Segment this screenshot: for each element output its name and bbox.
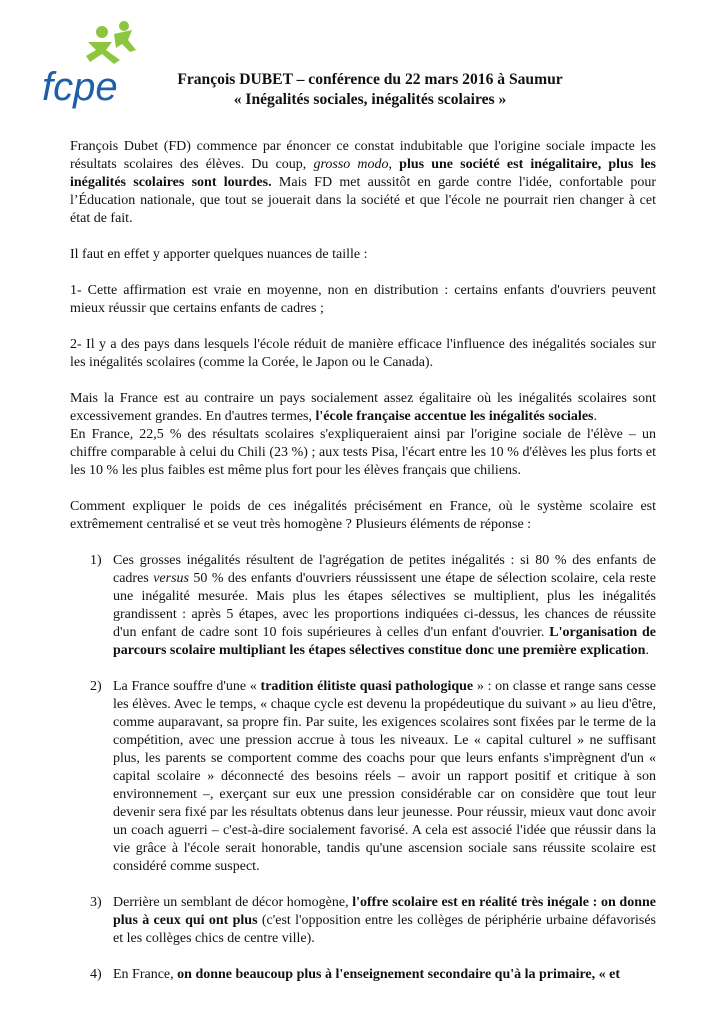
nuances-paragraph: Il faut en effet y apporter quelques nuances de taille : bbox=[70, 247, 368, 262]
intro-text-3: Mais FD met aussitôt en garde contre l'idée, confortable pour l’Éducation nationale, que tout se jouerait dans la société et que l'école ne pourrait rien changer à cet état de fait. bbox=[70, 175, 656, 226]
intro-italic: grosso modo bbox=[313, 157, 389, 172]
list-item-text: . bbox=[645, 643, 649, 658]
france-paragraph bbox=[70, 390, 656, 426]
list-item-bold: L'organisation de parcours scolaire multipliant les étapes sélectives constitue donc une première explication bbox=[113, 625, 657, 658]
list-item-text: (c'est l'opposition entre les collèges de périphérie urbaine défavorisés et les collèges chics de centre ville). bbox=[113, 913, 656, 946]
list-item bbox=[70, 552, 656, 660]
list-item-number: 2) bbox=[90, 679, 102, 694]
france-bold: l'école française accentue les inégalités sociales bbox=[315, 409, 594, 424]
fcpe-logo-graphic bbox=[40, 20, 140, 112]
list-item-text: » : on classe et range sans cesse les élèves. Avec le temps, « chaque cycle est devenu la propédeutique du suivant » au lieu d'être, comme auparavant, sa propre fin. Par suite, les exigences scolaires sont fixées par le terme de la compétition, avec une pression accrue à tous les niveaux. Le « capital culturel » ne suffisant plus, les parents se comportent comme des coachs pour que leurs enfants s'imprègnent d'un « capital scolaire » déconnecté des besoins réels – avoir un rapport positif et critique à son environnement –, exerçant sur eux une pression considérable car on considère que tout leur devenir sera fixé par les résultats obtenus dans leur jeunesse. Pour réussir, mieux vaut donc avoir un coach aguerri – c'est-à-dire socialement favorisé. A cela est associé l'idée que réussir dans la vie grâce à l'école serait honorable, tandis qu'une ascension sociale sans réussite scolaire est considéré comme suspect. bbox=[113, 679, 656, 874]
list-item-number: 3) bbox=[90, 895, 102, 910]
document-title: François DUBET – conférence du 22 mars 2016 à Saumur bbox=[177, 71, 563, 88]
list-item-number: 1) bbox=[90, 553, 102, 568]
list-item-text: Ces grosses inégalités résultent de l'agrégation de petites inégalités : si 80 % des enfants de cadres bbox=[113, 553, 656, 586]
list-item bbox=[70, 678, 656, 876]
list-item-text: Derrière un semblant de décor homogène, bbox=[113, 895, 353, 910]
logo-figure-head-1 bbox=[96, 26, 108, 38]
logo-figure-body-2 bbox=[114, 30, 136, 52]
stats-paragraph: En France, 22,5 % des résultats scolaires s'expliqueraient ainsi par l'origine sociale de l'élève – un chiffre comparable à celui du Chili (23 %) ; aux tests Pisa, l'écart entre les 10 % d'élèves les plus forts et les 10 % les plus faibles est même plus fort pour les élèves français que chiliens. bbox=[70, 427, 656, 478]
document-body bbox=[70, 138, 656, 1002]
document-subtitle: « Inégalités sociales, inégalités scolaires » bbox=[233, 91, 507, 108]
logo-figure-head-2 bbox=[119, 21, 129, 31]
list-item bbox=[70, 894, 656, 948]
france-text-2: . bbox=[593, 409, 597, 424]
explanation-list bbox=[70, 552, 656, 984]
logo-text: fcpe bbox=[42, 65, 118, 109]
list-item-number: 4) bbox=[90, 967, 102, 982]
nuance-2-paragraph: 2- Il y a des pays dans lesquels l'école réduit de manière efficace l'influence des inégalités sociales sur les inégalités scolaires (comme la Corée, le Japon ou le Canada). bbox=[70, 337, 656, 370]
list-item-bold: tradition élitiste quasi pathologique bbox=[260, 679, 474, 694]
intro-bold: plus une société est inégalitaire, plus les inégalités scolaires sont lourdes. bbox=[70, 157, 656, 190]
list-item-text: 50 % des enfants d'ouvriers réussissent une étape de sélection scolaire, cela reste une inégalité mesurée. Mais plus les étapes sélectives se multiplient, plus les inégalités grandissent : après 5 étapes, avec les proportions indiquées ci-dessus, les chances de réussite d'un enfant de cadre sont 10 fois supérieures à celles d'un enfant d'ouvrier. bbox=[113, 571, 656, 640]
intro-paragraph bbox=[70, 138, 656, 228]
nuance-1-paragraph: 1- Cette affirmation est vraie en moyenne, non en distribution : certains enfants d'ouvriers peuvent mieux réussir que certains enfants de cadres ; bbox=[70, 283, 656, 316]
list-item-bold: on donne beaucoup plus à l'enseignement secondaire qu'à la primaire, « et bbox=[177, 967, 621, 982]
intro-text-2: , bbox=[388, 157, 400, 172]
logo-figure-body-1 bbox=[86, 42, 120, 64]
list-item-text: En France, bbox=[113, 967, 178, 982]
list-item-italic: versus bbox=[153, 571, 189, 586]
france-text-1: Mais la France est au contraire un pays socialement assez égalitaire où les inégalités scolaires sont excessivement grandes. En d'autres termes, bbox=[70, 391, 656, 424]
fcpe-logo bbox=[40, 20, 140, 112]
intro-text-1: François Dubet (FD) commence par énoncer ce constat indubitable que l'origine sociale impacte les résultats scolaires des élèves. Du coup, bbox=[70, 139, 656, 172]
document-header bbox=[150, 70, 590, 110]
list-item bbox=[70, 966, 656, 984]
list-item-bold: l'offre scolaire est en réalité très inégale : on donne plus à ceux qui ont plus bbox=[113, 895, 656, 928]
list-item-text: La France souffre d'une « bbox=[113, 679, 261, 694]
question-paragraph: Comment expliquer le poids de ces inégalités précisément en France, où le système scolaire est extrêmement centralisé et se veut très homogène ? Plusieurs éléments de réponse : bbox=[70, 499, 656, 532]
